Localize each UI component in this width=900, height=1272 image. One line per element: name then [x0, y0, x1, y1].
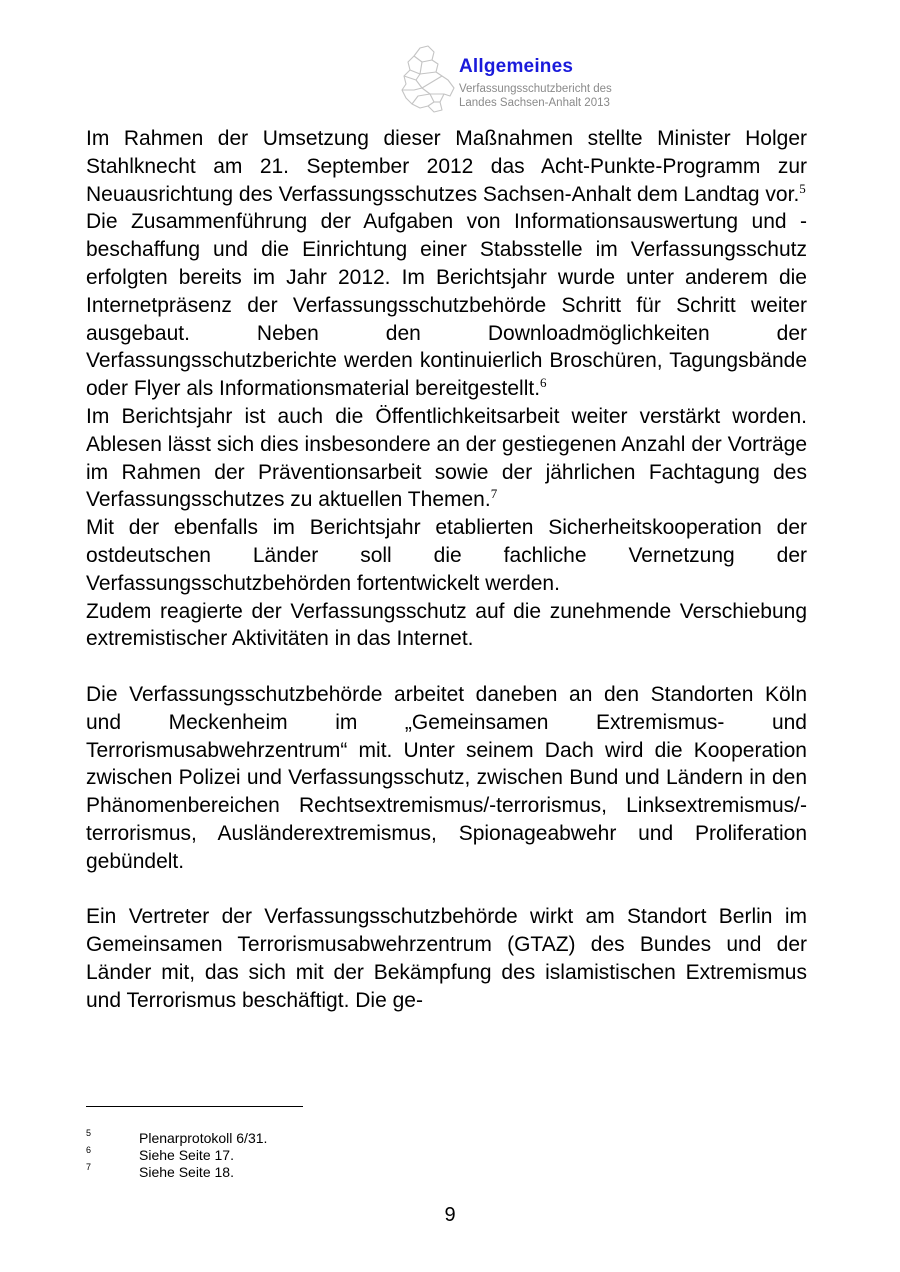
paragraph: [86, 903, 807, 1014]
footnote: [86, 1164, 586, 1181]
footnote-text: Plenarprotokoll 6/31.: [139, 1130, 268, 1146]
footnote-text: Siehe Seite 18.: [139, 1164, 234, 1180]
paragraph-text: Zudem reagierte der Verfassungsschutz auf die zunehmende Verschiebung extremistischer Aktivitäten in das Internet.: [86, 599, 807, 651]
footnote-separator: [86, 1106, 303, 1107]
paragraph-text: Die Zusammenführung der Aufgaben von Informationsauswertung und -beschaffung und die Einrichtung einer Stabsstelle im Verfassungsschutz erfolgten bereits im Jahr 2012. Im Berichtsjahr wurde unter anderem die Internetpräsenz der Verfassungsschutzbehörde Schritt für Schritt weiter ausgebaut. Neben den Downloadmöglichkeiten der Verfassungsschutzberichte werden kontinuierlich Broschüren, Tagungsbände oder Flyer als Informationsmaterial bereitgestellt.: [86, 210, 807, 401]
section-title: Allgemeines: [459, 56, 574, 77]
subtitle-line: Verfassungsschutzbericht des: [459, 83, 612, 95]
paragraph-text: Mit der ebenfalls im Berichtsjahr etablierten Sicherheitskooperation der ostdeutschen Länder soll die fachliche Vernetzung der Verfassungsschutzbehörden fortentwickelt werden.: [86, 516, 807, 595]
footnote-number: 6: [86, 1145, 92, 1155]
paragraph: [86, 598, 807, 654]
footnote-reference[interactable]: 7: [490, 486, 498, 502]
paragraph-text: Im Berichtsjahr ist auch die Öffentlichkeitsarbeit weiter verstärkt worden. Ablesen lässt sich dies insbesondere an der gestiegenen Anzahl der Vorträge im Rahmen der Präventionsarbeit sowie der jährlichen Fachtagung des Verfassungsschutzes zu aktuellen Themen.: [86, 404, 807, 512]
paragraph-text: Ein Vertreter der Verfassungsschutzbehörde wirkt am Standort Berlin im Gemeinsamen Terrorismusabwehrzentrum (GTAZ) des Bundes und der Länder mit, das sich mit der Bekämpfung des islamistischen Extremismus und Terrorismus beschäftigt. Die ge-: [86, 905, 807, 1012]
paragraph: [86, 208, 807, 403]
page-header: [398, 44, 658, 116]
footnotes: [86, 1130, 586, 1181]
sachsen-anhalt-map-icon: [398, 44, 456, 114]
footnote-reference[interactable]: 6: [540, 375, 547, 391]
paragraph: [86, 514, 807, 597]
footnote: [86, 1147, 586, 1164]
footnote: [86, 1130, 586, 1147]
subtitle-line: Landes Sachsen-Anhalt 2013: [459, 97, 610, 109]
footnote-text: Siehe Seite 17.: [139, 1147, 234, 1163]
report-subtitle: [459, 82, 612, 110]
footnote-number: 7: [86, 1162, 92, 1172]
paragraph: [86, 681, 807, 876]
footnote-number: 5: [86, 1128, 92, 1138]
paragraph-text: Die Verfassungsschutzbehörde arbeitet daneben an den Standorten Köln und Meckenheim im „Gemeinsamen Extremismus- und Terrorismusabwehrzentrum“ mit. Unter seinem Dach wird die Kooperation zwischen Polizei und Verfassungsschutz, zwischen Bund und Ländern in den Phänomenbereichen Rechtsextremismus/-terrorismus, Linksextremismus/-terrorismus, Ausländerextremismus, Spionageabwehr und Proliferation gebündelt.: [86, 682, 807, 873]
paragraph: [86, 403, 807, 514]
footnote-reference[interactable]: 5: [799, 180, 806, 196]
paragraph-text: Im Rahmen der Umsetzung dieser Maßnahmen stellte Minister Holger Stahlknecht am 21. September 2012 das Acht-Punkte-Programm zur Neuausrichtung des Verfassungsschutzes Sachsen-Anhalt dem Landtag vor.: [86, 127, 807, 206]
page-number: 9: [444, 1204, 456, 1226]
body-text: [86, 125, 807, 1015]
paragraph: [86, 125, 807, 208]
